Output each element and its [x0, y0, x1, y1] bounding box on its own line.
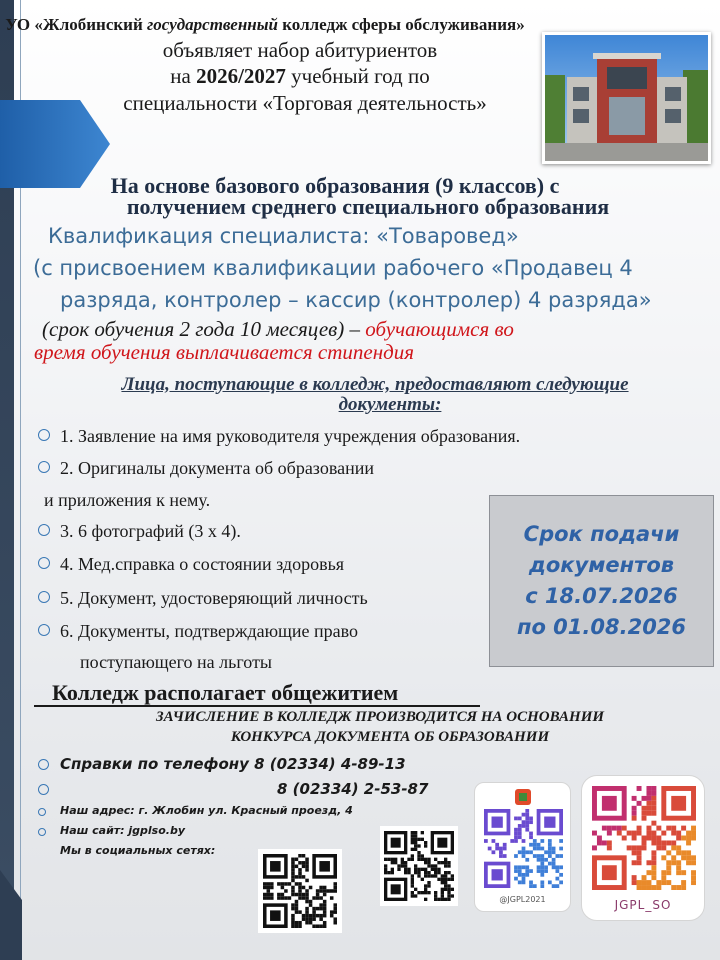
- circle-bullet-icon: [38, 557, 50, 569]
- dormitory-underline: [34, 705, 480, 707]
- qr-code-website[interactable]: [380, 826, 458, 906]
- address-line: Наш адрес: г. Жлобин ул. Красный проезд, 4: [60, 804, 353, 817]
- qr-code-icon: [484, 809, 563, 888]
- phone-line2: 8 (02334) 2-53-87: [277, 780, 429, 798]
- social-line: Мы в социальных сетях:: [60, 844, 216, 857]
- qr-code-telegram[interactable]: [474, 782, 571, 912]
- specialty-line: специальности «Торговая деятельность»: [123, 91, 487, 115]
- deadline-line1: Срок подачи: [523, 522, 680, 546]
- website-line: Наш сайт: jgplso.by: [60, 824, 186, 837]
- documents-heading-cont: документы:: [338, 394, 442, 415]
- list-item: 3. 6 фотографий (3 х 4).: [38, 521, 241, 542]
- education-basis-line2: получением среднего специального образования: [126, 194, 610, 219]
- study-term: (срок обучения 2 года 10 месяцев) – обучающимся во: [42, 317, 514, 341]
- qr-code-icon: [384, 830, 454, 902]
- qr-code-icon: [263, 854, 337, 928]
- qualification-line2: (с присвоением квалификации рабочего «Продавец 4: [33, 256, 633, 280]
- list-item: 6. Документы, подтверждающие право: [38, 621, 358, 642]
- list-item-cont: и приложения к нему.: [44, 490, 211, 510]
- deadline-line2: документов: [528, 553, 675, 577]
- telegram-handle: @JGPL2021: [499, 895, 546, 904]
- circle-bullet-icon: [38, 808, 46, 816]
- circle-bullet-icon: [38, 461, 50, 473]
- college-building-photo: [542, 32, 711, 164]
- phone-line1: Справки по телефону 8 (02334) 4-89-13: [60, 755, 406, 773]
- dormitory-note: Колледж располагает общежитием: [52, 680, 399, 705]
- circle-bullet-icon: [38, 828, 46, 836]
- corner-decoration: [0, 870, 22, 960]
- list-item: 4. Мед.справка о состоянии здоровья: [38, 554, 344, 575]
- circle-bullet-icon: [38, 429, 50, 441]
- qr-code-icon: [592, 786, 696, 890]
- enrollment-line1: ЗАЧИСЛЕНИЕ В КОЛЛЕДЖ ПРОИЗВОДИТСЯ НА ОСНОВАНИИ: [155, 709, 605, 725]
- circle-bullet-icon: [38, 591, 50, 603]
- list-item: 5. Документ, удостоверяющий личность: [38, 588, 368, 609]
- list-item-cont: поступающего на льготы: [80, 652, 273, 672]
- college-emblem-icon: [513, 787, 533, 807]
- list-item: 2. Оригиналы документа об образовании: [38, 458, 374, 479]
- circle-bullet-icon: [38, 759, 49, 770]
- stipend-note-cont: время обучения выплачивается стипендия: [34, 340, 415, 364]
- qr-code-instagram[interactable]: [581, 775, 705, 921]
- deadline-end: по 01.08.2026: [516, 615, 687, 639]
- circle-bullet-icon: [38, 524, 50, 536]
- qualification-line1: Квалификация специалиста: «Товаровед»: [48, 224, 519, 248]
- enrollment-line2: КОНКУРСА ДОКУМЕНТА ОБ ОБРАЗОВАНИИ: [230, 729, 550, 745]
- qr-code-social[interactable]: [258, 849, 342, 933]
- academic-year-line: на 2026/2027 учебный год по: [170, 64, 430, 88]
- qualification-line3: разряда, контролер – кассир (контролер) 4 разряда»: [60, 288, 652, 312]
- list-item: 1. Заявление на имя руководителя учреждения образования.: [38, 426, 520, 447]
- education-basis-line1: На основе базового образования (9 классов) с: [110, 173, 560, 198]
- circle-bullet-icon: [38, 784, 49, 795]
- deadline-start: с 18.07.2026: [525, 584, 678, 608]
- instagram-handle: JGPL_SO: [614, 898, 672, 912]
- announcement-line: объявляет набор абитуриентов: [162, 38, 438, 62]
- documents-heading: Лица, поступающие в колледж, предоставляют следующие: [121, 374, 629, 395]
- college-name: УО «Жлобинский государственный колледж сферы обслуживания»: [5, 15, 525, 34]
- circle-bullet-icon: [38, 624, 50, 636]
- deadline-box: [489, 495, 714, 667]
- stipend-note: обучающимся во: [365, 317, 514, 341]
